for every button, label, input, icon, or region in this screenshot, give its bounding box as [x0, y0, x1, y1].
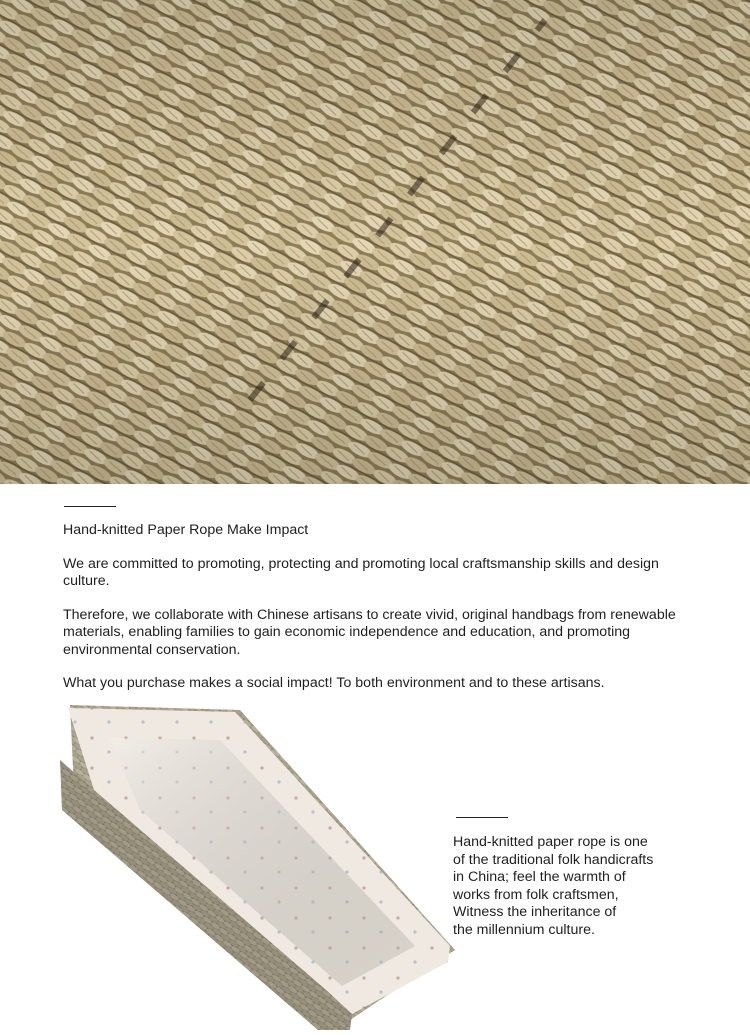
intro-text-block	[63, 522, 703, 709]
side-note-line: works from folk craftsmen,	[453, 886, 619, 903]
section-divider-line	[456, 817, 508, 818]
intro-paragraph: We are committed to promoting, protecting and promoting local craftsmanship skills and design culture.	[63, 555, 659, 589]
side-note-text	[453, 834, 703, 940]
side-note-line: of the traditional folk handicrafts	[453, 851, 654, 868]
basket-product-image	[50, 700, 460, 1030]
intro-paragraph: What you purchase makes a social impact! To both environment and to these artisans.	[63, 675, 605, 691]
side-note-line: Hand-knitted paper rope is one	[453, 834, 648, 850]
side-note-line: in China; feel the warmth of	[453, 869, 626, 886]
seagrass-weave-closeup-photo	[0, 0, 750, 484]
side-note-line: Witness the inheritance of	[453, 904, 617, 921]
section-divider-line	[64, 506, 116, 507]
woven-storage-basket-photo	[50, 700, 460, 1030]
side-note-line: the millennium culture.	[453, 921, 595, 938]
intro-heading: Hand-knitted Paper Rope Make Impact	[63, 522, 309, 538]
hero-weave-image	[0, 0, 750, 484]
intro-paragraph: Therefore, we collaborate with Chinese artisans to create vivid, original handbags from renewable materials, enabling families to gain economic independence and education, and promoting environmental conservation.	[63, 606, 676, 658]
